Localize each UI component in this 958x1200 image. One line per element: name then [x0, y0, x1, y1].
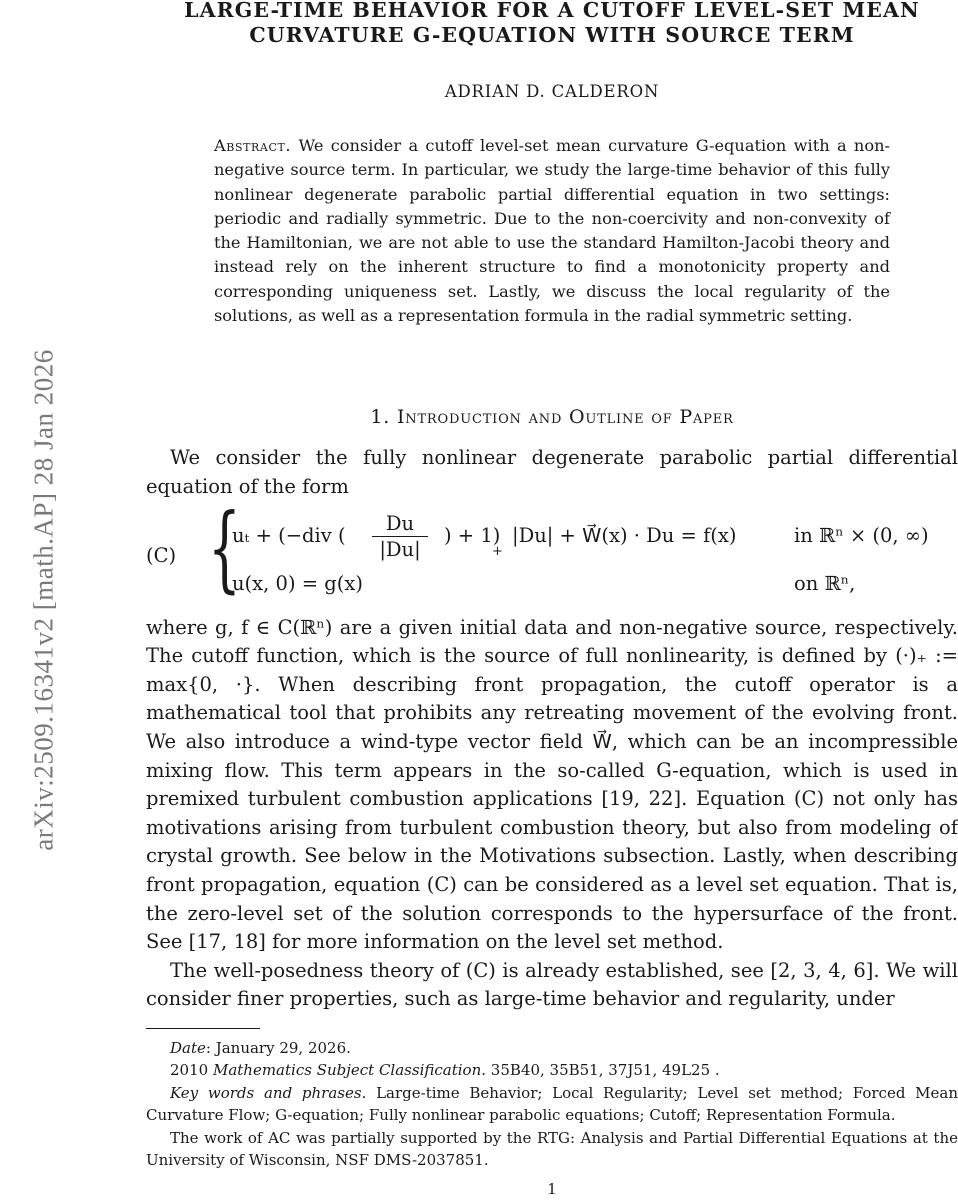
abstract-text: We consider a cutoff level-set mean curvature G-equation with a non-negative source term. In particular, we study the large-time behavior of this fully nonlinear degenerate parabolic partial differential equation in two settings: periodic and radially symmetric. Due to the non-coercivity and non-convexity of the Hamiltonian, we are not able to use the standard Hamilton-Jacobi theory and instead rely on the inherent structure to find a monotonicity property and corresponding uniqueness set. Lastly, we discuss the local regularity of the solutions, as well as a representation formula in the radial symmetric setting.: [214, 136, 890, 326]
footnote-rule: [146, 1028, 260, 1029]
equation-lhs-start: uₜ + (−div (: [232, 523, 346, 547]
paper-page: [146, 0, 958, 1198]
footnote-msc: [146, 1059, 958, 1082]
footnote-date: [146, 1037, 958, 1060]
footnote-support: The work of AC was partially supported by the RTG: Analysis and Partial Differential Equations at the University of Wisconsin, NSF DMS-2037851.: [146, 1128, 958, 1170]
equation-rest: |Du| + W⃗(x) · Du = f(x): [512, 523, 737, 547]
paragraph-intro: We consider the fully nonlinear degenerate parabolic partial differential equation of the form: [146, 446, 958, 498]
msc-value: 35B40, 35B51, 37J51, 49L25 .: [490, 1061, 720, 1080]
fraction-denominator: |Du|: [379, 537, 421, 561]
equation-fraction: [372, 512, 428, 563]
date-value: : January 29, 2026.: [205, 1038, 351, 1057]
abstract-heading: Abstract.: [214, 136, 292, 155]
equation-after-fraction: ) + 1): [444, 523, 501, 547]
footnote-keywords: [146, 1082, 958, 1127]
paragraph-definitions: where g, f ∈ C(ℝⁿ) are a given initial data and non-negative source, respectively. The cutoff function, which is the source of full nonlinearity, is defined by (·)₊ := max{0, ·}. When describing front propagation, the cutoff operator is a mathematical tool that prohibits any retreating movement of the evolving front. We also introduce a wind-type vector field W⃗, which can be an incompressible mixing flow. This term appears in the so-called G-equation, which is used in premixed turbulent combustion applications [19, 22]. Equation (C) not only has motivations arising from turbulent combustion theory, but also from modeling of crystal growth. See below in the Motivations subsection. Lastly, when describing front propagation, equation (C) can be considered as a level set equation. That is, the zero-level set of the solution corresponds to the hypersurface of the front. See [17, 18] for more information on the level set method.: [146, 615, 958, 954]
paper-title: [146, 0, 958, 48]
equation-domain-1: in ℝⁿ × (0, ∞): [794, 523, 929, 547]
title-line-1: LARGE-TIME BEHAVIOR FOR A CUTOFF LEVEL-SET MEAN: [184, 0, 920, 22]
footnotes: [146, 1037, 958, 1172]
equation-initial-condition: u(x, 0) = g(x): [232, 571, 364, 595]
title-line-2: CURVATURE G-EQUATION WITH SOURCE TERM: [249, 23, 855, 47]
paragraph-wellposedness: The well-posedness theory of (C) is already established, see [2, 3, 4, 6]. We will consider finer properties, such as large-time behavior and regularity, under: [146, 958, 958, 1011]
section-heading: 1. Introduction and Outline of Paper: [370, 406, 734, 429]
equation-label: (C): [146, 543, 177, 567]
keywords-label: Key words and phrases.: [170, 1083, 367, 1102]
abstract: [214, 134, 890, 328]
page-number: 1: [547, 1180, 557, 1198]
equation-domain-2: on ℝⁿ,: [794, 571, 856, 595]
fraction-numerator: Du: [372, 512, 428, 537]
equation-brace: {: [208, 493, 241, 603]
equation-c: [146, 493, 958, 614]
arxiv-identifier: arXiv:2509.16341v2 [math.AP] 28 Jan 2026: [28, 349, 59, 851]
msc-prefix: 2010: [170, 1061, 209, 1080]
equation-line-1: [232, 508, 952, 568]
author-name: ADRIAN D. CALDERON: [444, 82, 660, 101]
keywords-value: Large-time Behavior; Local Regularity; Level set method; Forced Mean Curvature Flow; G-equation; Fully nonlinear parabolic equations; Cutoff; Representation Formula.: [146, 1083, 958, 1125]
date-label: Date: [170, 1038, 206, 1057]
msc-label: Mathematics Subject Classification.: [212, 1061, 487, 1080]
equation-cutoff-subscript: +: [492, 543, 503, 559]
